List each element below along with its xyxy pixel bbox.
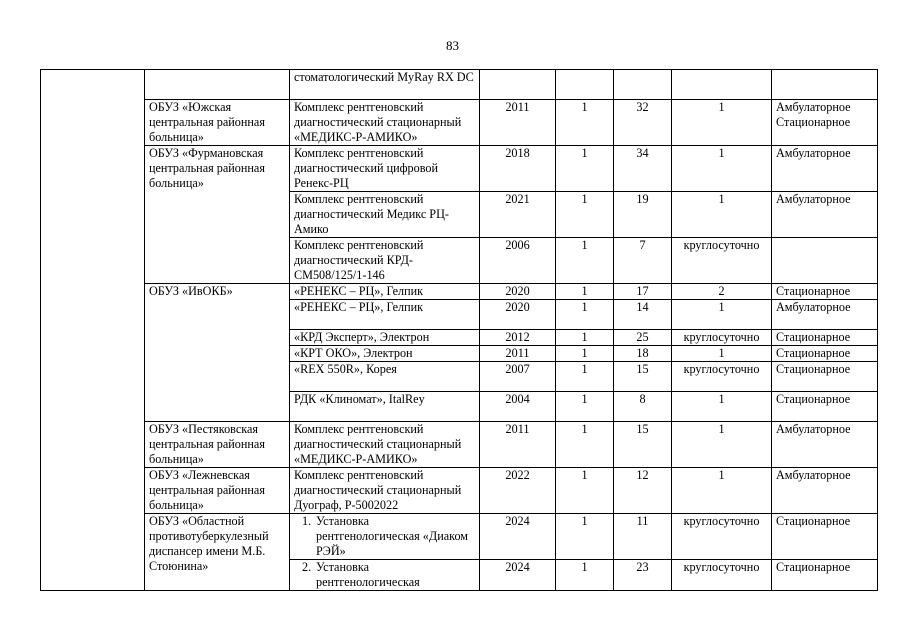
- col5-cell: 12: [614, 468, 672, 514]
- equipment-cell: Комплекс рентгеновский диагностический КРД-СМ508/125/1-146: [290, 238, 480, 284]
- table-row: [41, 146, 878, 192]
- col6-cell: 1: [672, 100, 772, 146]
- col6-cell: круглосуточно: [672, 362, 772, 392]
- col5-cell: 17: [614, 284, 672, 300]
- table-row: [41, 100, 878, 146]
- equipment-cell: «РЕНЕКС – РЦ», Гелпик: [290, 300, 480, 330]
- year-cell: 2004: [480, 392, 556, 422]
- qty-cell: 1: [556, 468, 614, 514]
- mode-cell: Амбулаторное: [772, 422, 878, 468]
- col6-cell: круглосуточно: [672, 330, 772, 346]
- org-cell: ОБУЗ «ИвОКБ»: [145, 284, 290, 422]
- org-cell: ОБУЗ «Южская центральная районная больница»: [145, 100, 290, 146]
- mode-cell: Стационарное: [772, 346, 878, 362]
- table-row: [41, 422, 878, 468]
- list-number: 1.: [302, 514, 312, 528]
- col6-cell: круглосуточно: [672, 560, 772, 591]
- col5-cell: 23: [614, 560, 672, 591]
- mode-cell: Стационарное: [772, 362, 878, 392]
- year-cell: 2024: [480, 514, 556, 560]
- col5-cell: 8: [614, 392, 672, 422]
- qty-cell: 1: [556, 346, 614, 362]
- equipment-cell: Комплекс рентгеновский диагностический цифровой Ренекс-РЦ: [290, 146, 480, 192]
- qty-cell: 1: [556, 100, 614, 146]
- mode-cell: Амбулаторное: [772, 146, 878, 192]
- qty-cell: 1: [556, 330, 614, 346]
- org-cell: [145, 70, 290, 100]
- col6-cell: 2: [672, 284, 772, 300]
- col6-cell: 1: [672, 468, 772, 514]
- org-cell: ОБУЗ «Фурмановская центральная районная больница»: [145, 146, 290, 284]
- col5-cell: [614, 70, 672, 100]
- table-row: [41, 284, 878, 300]
- year-cell: 2020: [480, 300, 556, 330]
- mode-cell: [772, 238, 878, 284]
- list-number: 2.: [302, 560, 312, 574]
- year-cell: 2021: [480, 192, 556, 238]
- year-cell: 2011: [480, 346, 556, 362]
- page-number: 83: [446, 38, 459, 53]
- col5-cell: 18: [614, 346, 672, 362]
- equipment-cell: «КРТ ОКО», Электрон: [290, 346, 480, 362]
- year-cell: 2022: [480, 468, 556, 514]
- mode-cell: Стационарное: [772, 330, 878, 346]
- equipment-cell: «REX 550R», Корея: [290, 362, 480, 392]
- mode-cell: Амбулаторное Стационарное: [772, 100, 878, 146]
- org-cell: ОБУЗ «Областной противотуберкулезный диспансер имени М.Б. Стоюнина»: [145, 514, 290, 591]
- qty-cell: 1: [556, 284, 614, 300]
- table-row: [41, 468, 878, 514]
- equipment-cell: [290, 560, 480, 591]
- col5-cell: 34: [614, 146, 672, 192]
- qty-cell: 1: [556, 300, 614, 330]
- year-cell: 2012: [480, 330, 556, 346]
- org-cell: ОБУЗ «Пестяковская центральная районная больница»: [145, 422, 290, 468]
- col6-cell: 1: [672, 146, 772, 192]
- col6-cell: 1: [672, 422, 772, 468]
- col6-cell: круглосуточно: [672, 238, 772, 284]
- col5-cell: 32: [614, 100, 672, 146]
- equipment-cell: Комплекс рентгеновский диагностический стационарный Дуограф, Р-5002022: [290, 468, 480, 514]
- equipment-cell: Комплекс рентгеновский диагностический Медикс РЦ-Амико: [290, 192, 480, 238]
- equipment-cell: «РЕНЕКС – РЦ», Гелпик: [290, 284, 480, 300]
- col5-cell: 7: [614, 238, 672, 284]
- table-row: [41, 70, 878, 100]
- col6-cell: 1: [672, 192, 772, 238]
- qty-cell: 1: [556, 238, 614, 284]
- year-cell: [480, 70, 556, 100]
- qty-cell: 1: [556, 362, 614, 392]
- mode-cell: Стационарное: [772, 514, 878, 560]
- qty-cell: 1: [556, 560, 614, 591]
- mode-cell: Амбулаторное: [772, 300, 878, 330]
- qty-cell: [556, 70, 614, 100]
- equipment-name: Установка рентгенологическая: [316, 560, 420, 589]
- year-cell: 2011: [480, 100, 556, 146]
- year-cell: 2007: [480, 362, 556, 392]
- mode-cell: Стационарное: [772, 284, 878, 300]
- col5-cell: 15: [614, 362, 672, 392]
- col6-cell: 1: [672, 392, 772, 422]
- year-cell: 2020: [480, 284, 556, 300]
- col5-cell: 15: [614, 422, 672, 468]
- table-row: [41, 514, 878, 560]
- col5-cell: 25: [614, 330, 672, 346]
- equipment-cell: [290, 514, 480, 560]
- first-column-cell: [41, 70, 145, 591]
- col5-cell: 14: [614, 300, 672, 330]
- equipment-cell: стоматологический MyRay RX DC: [290, 70, 480, 100]
- mode-cell: Стационарное: [772, 392, 878, 422]
- year-cell: 2024: [480, 560, 556, 591]
- year-cell: 2006: [480, 238, 556, 284]
- mode-cell: [772, 70, 878, 100]
- equipment-name: Установка рентгенологическая «Диаком РЭЙ»: [316, 514, 469, 558]
- equipment-cell: «КРД Эксперт», Электрон: [290, 330, 480, 346]
- mode-cell: Амбулаторное: [772, 192, 878, 238]
- col5-cell: 19: [614, 192, 672, 238]
- col6-cell: 1: [672, 346, 772, 362]
- qty-cell: 1: [556, 146, 614, 192]
- equipment-cell: Комплекс рентгеновский диагностический стационарный «МЕДИКС-Р-АМИКО»: [290, 100, 480, 146]
- col6-cell: [672, 70, 772, 100]
- equipment-cell: Комплекс рентгеновский диагностический стационарный «МЕДИКС-Р-АМИКО»: [290, 422, 480, 468]
- col5-cell: 11: [614, 514, 672, 560]
- col6-cell: круглосуточно: [672, 514, 772, 560]
- qty-cell: 1: [556, 392, 614, 422]
- year-cell: 2011: [480, 422, 556, 468]
- col6-cell: 1: [672, 300, 772, 330]
- qty-cell: 1: [556, 514, 614, 560]
- equipment-table: [40, 69, 878, 591]
- qty-cell: 1: [556, 422, 614, 468]
- mode-cell: Амбулаторное: [772, 468, 878, 514]
- mode-cell: Стационарное: [772, 560, 878, 591]
- qty-cell: 1: [556, 192, 614, 238]
- year-cell: 2018: [480, 146, 556, 192]
- equipment-cell: РДК «Клиномат», ItalRey: [290, 392, 480, 422]
- org-cell: ОБУЗ «Лежневская центральная районная больница»: [145, 468, 290, 514]
